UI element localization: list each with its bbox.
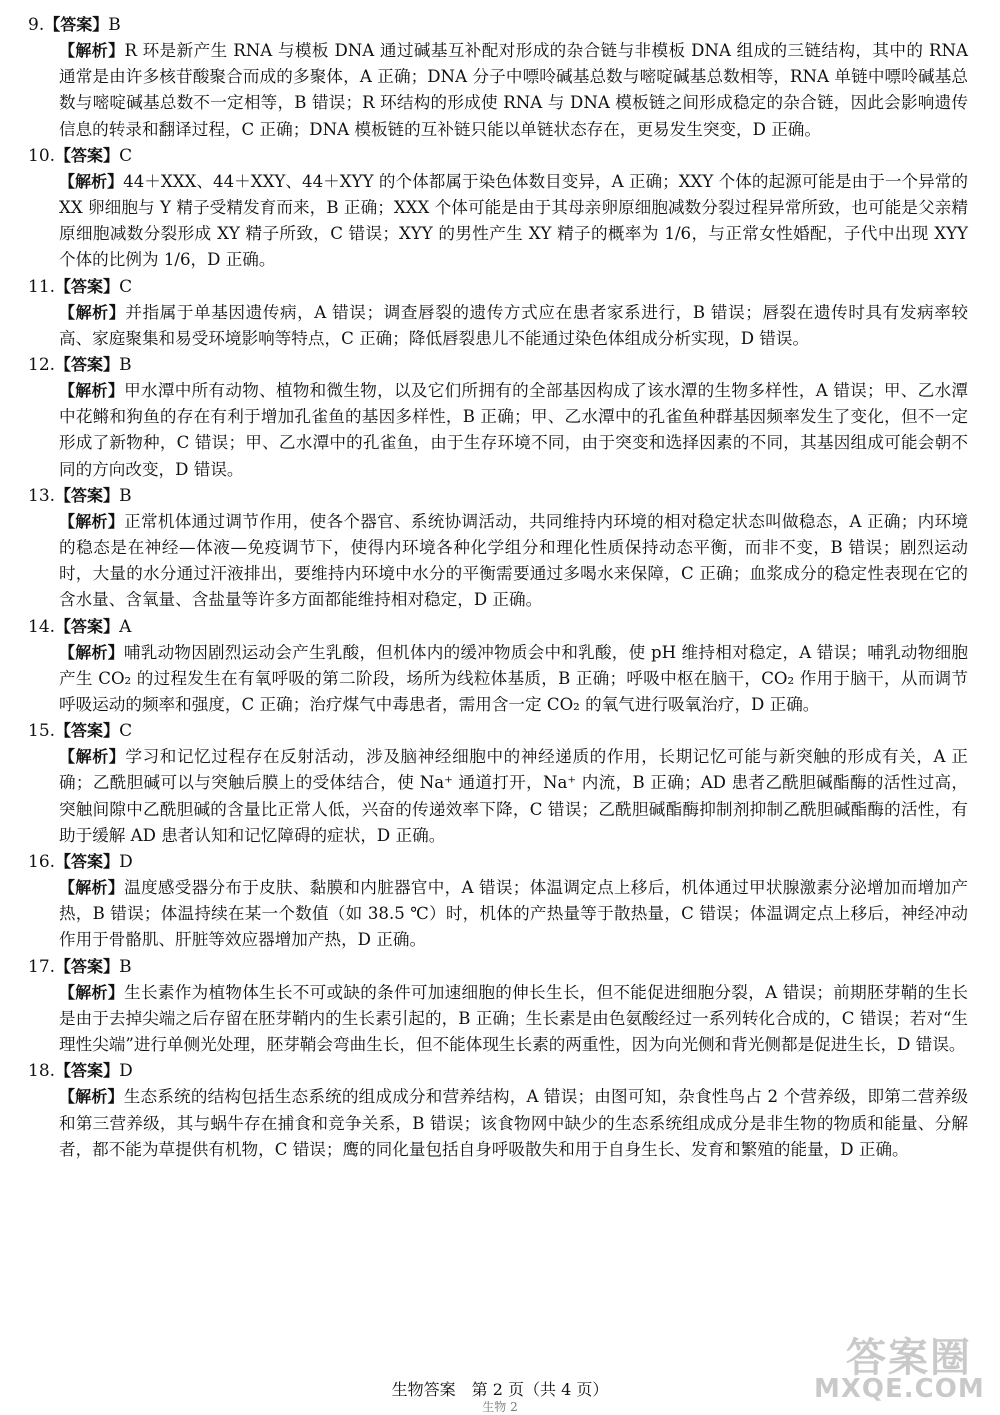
page-footer: 生物答案 第 2 页（共 4 页） [391, 1380, 609, 1399]
watermark-bottom: MXQE.COM [814, 1374, 985, 1404]
answer-value: B [119, 956, 132, 977]
answer-tag: 【答案】 [55, 852, 120, 872]
explanation-text: 甲水潭中所有动物、植物和微生物，以及它们所拥有的全部基因构成了该水潭的生物多样性，A 错误；甲、乙水潭中花鳉和狗鱼的存在有利于增加孔雀鱼的基因多样性，B 正确；甲、乙水潭中的孔雀鱼种群基因频率发生了变化，但不一定形成了新物种，C 错误；甲、乙水潭中的孔雀鱼，由于生存环境不同，由于突变和选择因素的不同，其基因组成可能会朝不同的方向改变，D 错误。 [59, 381, 968, 479]
question-number: 9. [28, 15, 45, 35]
answer-value: C [119, 276, 133, 297]
explanation-text: 温度感受器分布于皮肤、黏膜和内脏器官中，A 错误；体温调定点上移后，机体通过甲状腺激素分泌增加而增加产热，B 错误；体温持续在某一个数值（如 38.5 ℃）时，机体的产热量等于散热量，C 错误；体温调定点上移后，神经冲动作用于骨骼肌、肝脏等效应器增加产热，D 正确。 [59, 878, 968, 950]
watermark-top: 答案圈 [846, 1335, 972, 1381]
explanation-paragraph [28, 169, 968, 274]
answer-value: A [119, 616, 132, 637]
answer-value: D [119, 1061, 133, 1082]
question-item [28, 352, 968, 483]
answer-value: B [108, 15, 121, 35]
answer-value: B [119, 355, 132, 376]
answer-tag: 【答案】 [55, 1061, 120, 1081]
explanation-tag: 【解析】 [59, 642, 124, 662]
answer-tag: 【答案】 [55, 616, 120, 636]
explanation-paragraph [28, 509, 968, 614]
explanation-tag: 【解析】 [59, 381, 125, 401]
explanation-text: 并指属于单基因遗传病，A 错误；调查唇裂的遗传方式应在患者家系进行，B 错误；唇裂在遗传时具有发病率较高、家庭聚集和易受环境影响等特点，C 正确；降低唇裂患儿不能通过染色体组成分析实现，D 错误。 [59, 302, 968, 348]
explanation-tag: 【解析】 [59, 302, 126, 322]
answer-tag: 【答案】 [55, 355, 120, 375]
explanation-paragraph [28, 378, 968, 483]
watermark-logo [806, 1326, 986, 1406]
explanation-text: 正常机体通过调节作用，使各个器官、系统协调活动，共同维持内环境的相对稳定状态叫做稳态，A 正确；内环境的稳态是在神经—体液—免疫调节下，使得内环境各种化学组分和理化性质保持动态平衡，而非不变，B 错误；剧烈运动时，大量的水分通过汗液排出，要维持内环境中水分的平衡需要通过多喝水来保障，C 正确；血浆成分的稳定性表现在它的含水量、含氧量、含盐量等许多方面都能维持相对稳定，D 正确。 [59, 511, 968, 610]
question-number: 16. [28, 852, 56, 873]
page-footer-sub: 生物 2 [482, 1400, 518, 1414]
answer-tag: 【答案】 [44, 15, 109, 34]
answer-line [28, 849, 968, 875]
explanation-paragraph [28, 875, 968, 954]
explanation-tag: 【解析】 [59, 171, 124, 191]
explanation-tag: 【解析】 [59, 747, 126, 767]
question-number: 17. [28, 956, 56, 977]
answer-value: B [119, 485, 132, 506]
question-item [28, 614, 968, 719]
explanation-text: 生态系统的结构包括生态系统的组成成分和营养结构，A 错误；由图可知，杂食性鸟占 2 个营养级，即第二营养级和第三营养级，其与蜗牛存在捕食和竞争关系，B 错误；该食物网中缺少的生态系统组成成分是非生物的物质和能量、分解者，都不能为草提供有机物，C 错误；鹰的同化量包括自身呼吸散失和用于自身生长、发育和繁殖的能量，D 正确。 [59, 1087, 968, 1159]
answer-line [28, 718, 968, 744]
explanation-text: 生长素作为植物体生长不可或缺的条件可加速细胞的伸长生长，但不能促进细胞分裂，A 错误；前期胚芽鞘的生长是由于去掉尖端之后存留在胚芽鞘内的生长素引起的，B 正确；生长素是由色氨酸经过一系列转化合成的，C 错误；若对“生理性尖端”进行单侧光处理，胚芽鞘会弯曲生长，但不能体现生长素的两重性，因为向光侧和背光侧都是促进生长，D 错误。 [59, 982, 968, 1055]
explanation-text: 学习和记忆过程存在反射活动，涉及脑神经细胞中的神经递质的作用，长期记忆可能与新突触的形成有关，A 正确；乙酰胆碱可以与突触后膜上的受体结合，使 Na⁺ 通道打开，Na⁺ 内流，B 正确；AD 患者乙酰胆碱酯酶的活性过高，突触间隙中乙酰胆碱的含量比正常人低，兴奋的传递效率下降，C 错误；乙酰胆碱酯酶抑制剂抑制乙酰胆碱酯酶的活性，有助于缓解 AD 患者认知和记忆障碍的症状，D 正确。 [59, 747, 968, 845]
explanation-paragraph [28, 300, 968, 352]
explanation-paragraph [28, 1084, 968, 1163]
question-number: 13. [28, 485, 56, 506]
explanation-tag: 【解析】 [59, 878, 125, 898]
explanation-tag: 【解析】 [59, 511, 125, 531]
question-number: 18. [28, 1061, 56, 1082]
explanation-text: 哺乳动物因剧烈运动会产生乳酸，但机体内的缓冲物质会中和乳酸，使 pH 维持相对稳定，A 错误；哺乳动物细胞产生 CO₂ 的过程发生在有氧呼吸的第二阶段，场所为线粒体基质，B 正确；呼吸中枢在脑干，CO₂ 作用于脑干，从而调节呼吸运动的频率和强度，C 正确；治疗煤气中毒患者，需用含一定 CO₂ 的氧气进行吸氧治疗，D 正确。 [59, 642, 968, 715]
answer-tag: 【答案】 [55, 956, 120, 976]
answer-tag: 【答案】 [55, 145, 120, 165]
question-item [28, 274, 968, 352]
question-item [28, 1058, 968, 1163]
question-item [28, 143, 968, 274]
question-number: 11. [28, 276, 56, 297]
question-number: 10. [28, 145, 56, 166]
explanation-paragraph [28, 38, 968, 143]
question-list [28, 12, 968, 1163]
answer-tag: 【答案】 [55, 721, 120, 741]
explanation-paragraph [28, 640, 968, 719]
answer-line [28, 143, 968, 169]
answer-line [28, 274, 968, 300]
answer-tag: 【答案】 [55, 276, 120, 296]
answer-tag: 【答案】 [55, 485, 120, 505]
question-item [28, 12, 968, 143]
answer-line [28, 1058, 968, 1084]
answer-value: C [119, 721, 133, 742]
explanation-tag: 【解析】 [59, 41, 125, 60]
answer-line [28, 483, 968, 509]
question-item [28, 849, 968, 954]
explanation-tag: 【解析】 [59, 1087, 124, 1107]
answer-line [28, 614, 968, 640]
explanation-paragraph [28, 744, 968, 849]
answer-page [28, 12, 968, 1163]
question-number: 15. [28, 721, 56, 742]
question-number: 12. [28, 355, 56, 376]
answer-value: D [119, 852, 133, 873]
question-item [28, 483, 968, 614]
explanation-text: 44＋XXX、44＋XXY、44＋XYY 的个体都属于染色体数目变异，A 正确；XXY 个体的起源可能是由于一个异常的 XX 卵细胞与 Y 精子受精发育而来，B 正确；XXX 个体可能是由于其母亲卵原细胞减数分裂过程异常所致，也可能是父亲精原细胞减数分裂形成 XY 精子所致，C 错误；XYY 的男性产生 XY 精子的概率为 1/6，与正常女性婚配，子代中出现 XYY 个体的比例为 1/6，D 正确。 [59, 171, 968, 270]
explanation-text: R 环是新产生 RNA 与模板 DNA 通过碱基互补配对形成的杂合链与非模板 DNA 组成的三链结构，其中的 RNA 通常是由许多核苷酸聚合而成的多聚体，A 正确；DNA 分子中嘌呤碱基总数与嘧啶碱基总数相等，RNA 单链中嘌呤碱基总数与嘧啶碱基总数不一定相等，B 错误；R 环结构的形成使 RNA 与 DNA 模板链之间形成稳定的杂合链，因此会影响遗传信息的转录和翻译过程，C 正确；DNA 模板链的互补链只能以单链状态存在，更易发生突变，D 正确。 [59, 41, 968, 139]
explanation-paragraph [28, 980, 968, 1059]
question-item [28, 718, 968, 849]
question-number: 14. [28, 616, 56, 637]
answer-value: C [119, 145, 133, 166]
answer-line [28, 12, 968, 38]
question-item [28, 954, 968, 1059]
answer-line [28, 954, 968, 980]
answer-line [28, 352, 968, 378]
explanation-tag: 【解析】 [59, 982, 125, 1002]
